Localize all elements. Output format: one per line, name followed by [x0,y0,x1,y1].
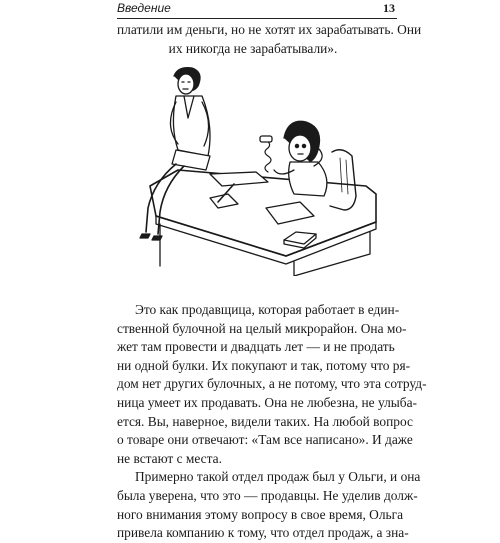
text-line: Примерно такой отдел продаж был у Ольги, и она [135,469,421,485]
text-line: была уверена, что это — продавцы. Не уделив долж- [117,487,418,503]
standing-woman-face [178,74,194,94]
text-line: ница умеет их продавать. Она не любезна, не улыба- [117,394,417,410]
continued-paragraph [117,21,422,58]
page-number: 13 [383,1,395,15]
text-line: привела компанию к тому, что отдел продаж, а зна- [117,525,409,541]
phone-cord [265,140,271,172]
office-scene-illustration [118,66,390,276]
seated-woman-face [289,135,311,161]
standing-woman-shoe [152,236,162,240]
illustration-svg [118,66,390,276]
text-line: дом нет других булочных, а не потому, что эта сотруд- [117,376,427,392]
text-line: ственной булочной на целый микрорайон. Она мо- [117,320,407,336]
text-line: их никогда не зарабатывали». [168,40,338,56]
phone-receiver [260,136,272,142]
running-header [117,2,397,19]
text-line: ного внимания этому вопросу в свое время, Ольга [117,506,404,522]
paragraph [117,301,427,468]
seated-woman-body [289,162,327,196]
text-line: жет там провести и двадцать лет — и не продать [117,339,395,355]
text-line: не встают с места. [117,450,222,466]
seated-woman-eye [302,144,305,147]
text-line: о товаре они отвечают: «Там все написано». И даже [117,432,413,448]
text-line: ется. Вы, наверное, видели таких. На любой вопрос [117,413,413,429]
text-line: Это как продавщица, которая работает в един- [135,302,400,317]
text-line: ни одной булки. Их покупают и так, потому что ря- [117,357,411,373]
seated-woman-eye [295,144,298,147]
paragraph [117,468,421,542]
body-text [117,301,427,543]
standing-woman-shoe [140,234,150,238]
section-title: Введение [117,1,171,15]
text-line: платили им деньги, но не хотят их зарабатывать. Они [117,22,422,37]
